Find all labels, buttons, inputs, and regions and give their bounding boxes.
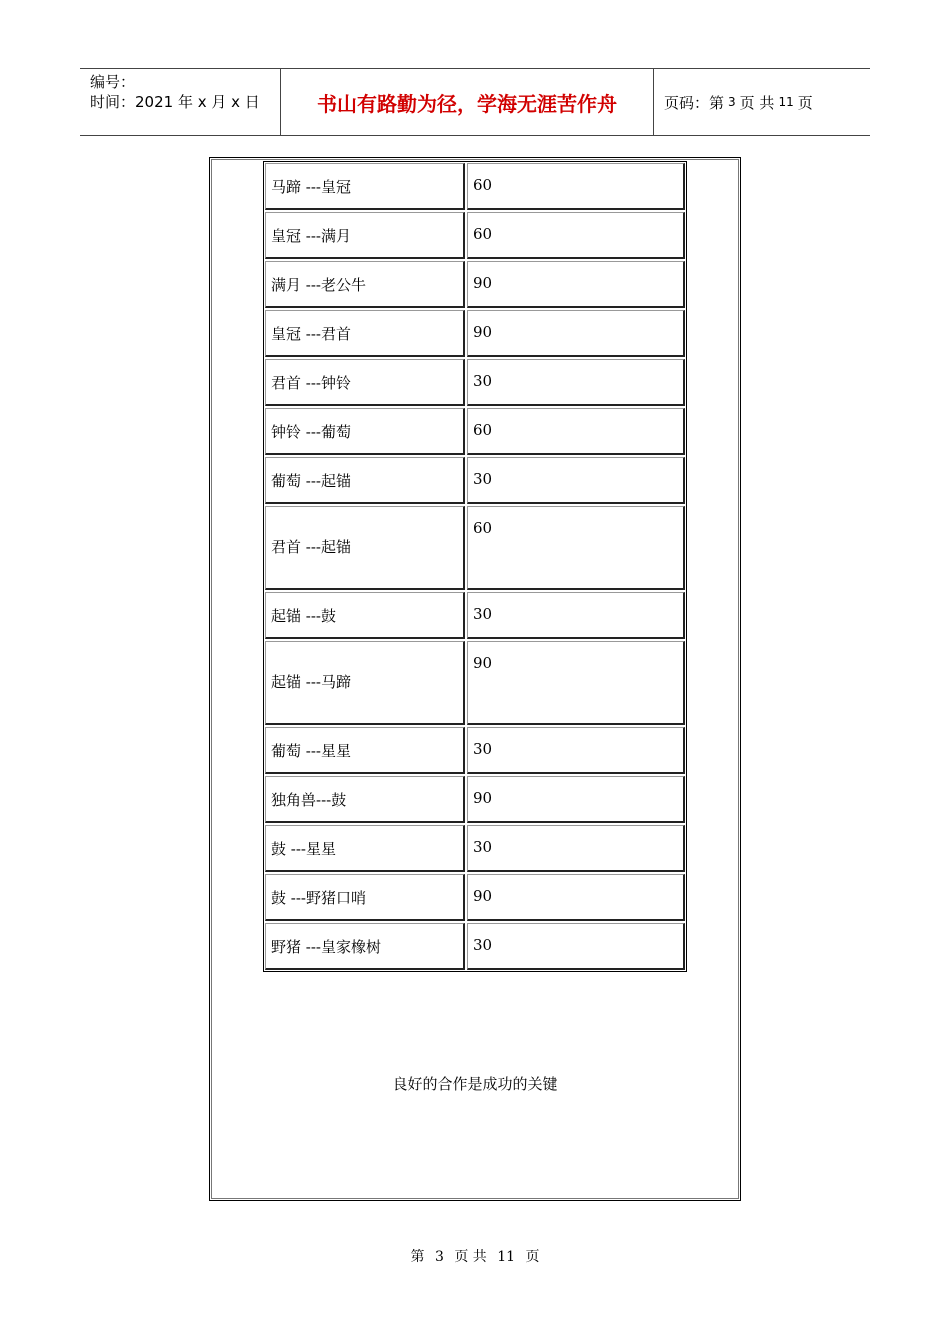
value-cell	[467, 163, 685, 210]
value-text: 90	[473, 323, 493, 341]
pair-text: 起锚 ---马蹄	[271, 673, 351, 691]
footer-suffix: 页	[525, 1249, 540, 1265]
table-row	[264, 726, 686, 775]
value-cell	[467, 506, 685, 590]
table-row	[264, 162, 686, 211]
pair-text: 葡萄 ---星星	[271, 742, 351, 760]
value-text: 30	[473, 605, 493, 623]
pair-text: 鼓 ---野猪口哨	[271, 889, 366, 907]
footer-prefix: 第	[410, 1249, 425, 1265]
pair-text: 鼓 ---星星	[271, 840, 336, 858]
pairs-table	[263, 161, 687, 972]
table-row	[264, 824, 686, 873]
table-row	[264, 358, 686, 407]
value-text: 30	[473, 372, 493, 390]
pair-cell	[265, 408, 465, 455]
header-meta	[80, 69, 281, 135]
pair-cell	[265, 825, 465, 872]
page-mid: 页 共	[739, 93, 775, 112]
value-text: 60	[473, 421, 493, 439]
page-header	[80, 68, 870, 136]
pair-cell	[265, 874, 465, 921]
table-row	[264, 775, 686, 824]
table-row	[264, 505, 686, 591]
page-prefix: 页码：第	[664, 93, 725, 112]
table-row	[264, 591, 686, 640]
pair-cell	[265, 776, 465, 823]
value-cell	[467, 457, 685, 504]
header-page-number	[654, 69, 870, 135]
table-row	[264, 456, 686, 505]
pair-text: 马蹄 ---皇冠	[271, 178, 351, 196]
pair-text: 葡萄 ---起锚	[271, 472, 351, 490]
table-row	[264, 873, 686, 922]
value-text: 60	[473, 225, 493, 243]
table-row	[264, 407, 686, 456]
value-text: 60	[473, 176, 493, 194]
footer-mid: 页 共	[454, 1249, 487, 1265]
pair-text: 君首 ---钟铃	[271, 374, 351, 392]
value-text: 90	[473, 887, 493, 905]
pair-text: 钟铃 ---葡萄	[271, 423, 351, 441]
value-text: 90	[473, 654, 493, 672]
pair-text: 起锚 ---鼓	[271, 607, 336, 625]
page-suffix: 页	[797, 93, 813, 112]
pair-cell	[265, 457, 465, 504]
pair-text: 独角兽---鼓	[271, 791, 347, 809]
pair-cell	[265, 212, 465, 259]
pair-cell	[265, 592, 465, 639]
value-cell	[467, 261, 685, 308]
page-current: 3	[728, 95, 736, 109]
table-row	[264, 922, 686, 971]
pair-cell	[265, 359, 465, 406]
table-row	[264, 640, 686, 726]
page-footer	[0, 1246, 950, 1266]
page-total: 11	[778, 95, 794, 109]
date-label: 时间：2021 年 x 月 x 日	[90, 93, 260, 111]
value-cell	[467, 212, 685, 259]
pair-text: 君首 ---起锚	[271, 538, 351, 556]
pair-text: 皇冠 ---君首	[271, 325, 351, 343]
table-row	[264, 260, 686, 309]
table-row	[264, 309, 686, 358]
value-cell	[467, 727, 685, 774]
pair-text: 满月 ---老公牛	[271, 276, 366, 294]
pair-cell	[265, 641, 465, 725]
value-cell	[467, 310, 685, 357]
pair-cell	[265, 163, 465, 210]
pair-cell	[265, 506, 465, 590]
footer-total: 11	[497, 1249, 516, 1265]
pair-cell	[265, 727, 465, 774]
pair-cell	[265, 310, 465, 357]
value-text: 60	[473, 519, 493, 537]
value-cell	[467, 776, 685, 823]
value-cell	[467, 825, 685, 872]
header-motto: 书山有路勤为径，学海无涯苦作舟	[281, 69, 654, 135]
value-cell	[467, 874, 685, 921]
value-text: 30	[473, 936, 493, 954]
value-text: 90	[473, 789, 493, 807]
closing-caption: 良好的合作是成功的关键	[392, 1075, 558, 1093]
value-text: 90	[473, 274, 493, 292]
value-text: 30	[473, 838, 493, 856]
serial-label: 编号：	[90, 73, 136, 91]
table-row	[264, 211, 686, 260]
pair-cell	[265, 923, 465, 970]
value-cell	[467, 592, 685, 639]
value-text: 30	[473, 740, 493, 758]
value-cell	[467, 359, 685, 406]
pair-text: 野猪 ---皇家橡树	[271, 938, 381, 956]
value-cell	[467, 408, 685, 455]
value-cell	[467, 641, 685, 725]
value-cell	[467, 923, 685, 970]
pair-text: 皇冠 ---满月	[271, 227, 351, 245]
value-text: 30	[473, 470, 493, 488]
pair-cell	[265, 261, 465, 308]
footer-current: 3	[434, 1249, 444, 1265]
